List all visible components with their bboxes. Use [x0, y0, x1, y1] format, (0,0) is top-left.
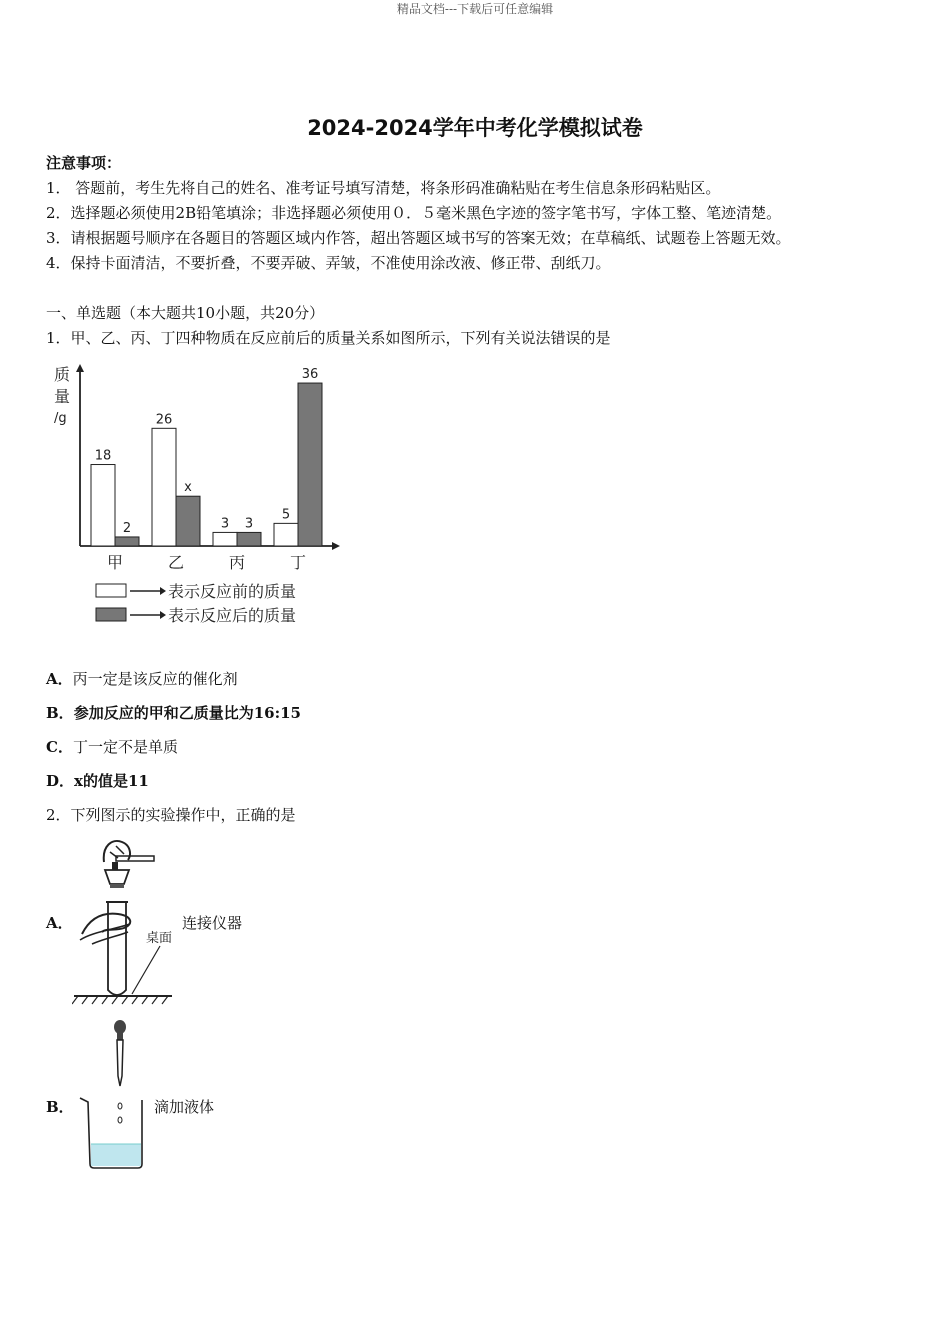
bar-after [298, 383, 322, 546]
option-label: D． [46, 772, 75, 790]
bar-before [274, 523, 298, 546]
legend-arrowhead [160, 611, 166, 619]
option-text: 丁一定不是单质 [72, 738, 178, 756]
dropper-beaker-figure [76, 1016, 152, 1172]
notice-item-4: 4．保持卡面清洁，不要折叠，不要弄破、弄皱，不准使用涂改液、修正带、刮纸刀。 [46, 254, 611, 272]
section-heading: 一、单选题（本大题共10小题，共20分） [46, 304, 325, 322]
data-label: 26 [155, 412, 173, 428]
data-label: x [184, 480, 192, 496]
category-label: 乙 [167, 553, 185, 572]
page-title: 2024-2024学年中考化学模拟试卷 [307, 116, 643, 140]
bar-before [213, 532, 237, 546]
q1-option-d[interactable] [46, 770, 149, 791]
data-label: 36 [301, 367, 319, 383]
bar-after [237, 532, 261, 546]
data-label: 18 [94, 448, 112, 464]
legend-label: 表示反应后的质量 [168, 606, 297, 625]
data-label: 3 [220, 516, 230, 532]
legend-swatch [96, 608, 126, 621]
desk-label: 桌面 [146, 931, 173, 946]
mass-bar-chart [46, 352, 356, 634]
bar-after [115, 537, 139, 546]
chart-legend [96, 582, 296, 625]
option-label: A． [46, 670, 73, 688]
header-note: 精品文档---下载后可任意编辑 [396, 2, 554, 16]
q1-option-c[interactable] [46, 736, 178, 757]
data-label: 5 [281, 507, 291, 523]
y-axis-label: /g [54, 411, 67, 426]
notice-item-2: 2．选择题必须使用2B铅笔填涂；非选择题必须使用０．５毫米黑色字迹的签字笔书写，字体工整、笔迹清楚。 [46, 204, 782, 222]
notice-heading: 注意事项： [46, 154, 122, 172]
bar-before [91, 465, 115, 546]
question-2-stem: 2．下列图示的实验操作中，正确的是 [46, 806, 296, 824]
q2-option-b-text: 滴加液体 [154, 1098, 215, 1116]
option-label: C． [46, 738, 73, 756]
category-label: 丁 [289, 553, 307, 572]
bar-before [152, 428, 176, 546]
option-text: 丙一定是该反应的催化剂 [72, 670, 238, 688]
notice-item-1: 1． 答题前，考生先将自己的姓名、准考证号填写清楚，将条形码准确粘贴在考生信息条形码粘贴区。 [46, 179, 721, 197]
q2-option-a-label[interactable]: A． [46, 914, 73, 932]
option-label: B． [46, 704, 74, 722]
q1-option-b[interactable] [46, 702, 301, 723]
option-text: x的值是11 [74, 772, 149, 790]
q2-option-a-text: 连接仪器 [182, 914, 243, 932]
legend-label: 表示反应前的质量 [168, 582, 297, 601]
data-label: 3 [244, 516, 254, 532]
data-label: 2 [122, 520, 132, 536]
y-axis-label: 量 [54, 387, 71, 406]
y-axis-label: 质 [54, 365, 71, 384]
connect-instrument-figure [72, 832, 182, 1008]
q2-option-b-label[interactable]: B． [46, 1098, 74, 1116]
option-text: 参加反应的甲和乙质量比为16:15 [73, 704, 301, 722]
category-label: 甲 [106, 553, 124, 572]
legend-arrowhead [160, 587, 166, 595]
bar-after [176, 496, 200, 546]
y-axis-arrow [76, 364, 84, 372]
question-1-stem: 1．甲、乙、丙、丁四种物质在反应前后的质量关系如图所示，下列有关说法错误的是 [46, 329, 611, 347]
legend-swatch [96, 584, 126, 597]
q1-option-a[interactable] [46, 668, 238, 689]
notice-item-3: 3．请根据题号顺序在各题目的答题区域内作答，超出答题区域书写的答案无效；在草稿纸、试题卷上答题无效。 [46, 229, 791, 247]
x-axis-arrow [332, 542, 340, 550]
category-label: 丙 [228, 553, 246, 572]
